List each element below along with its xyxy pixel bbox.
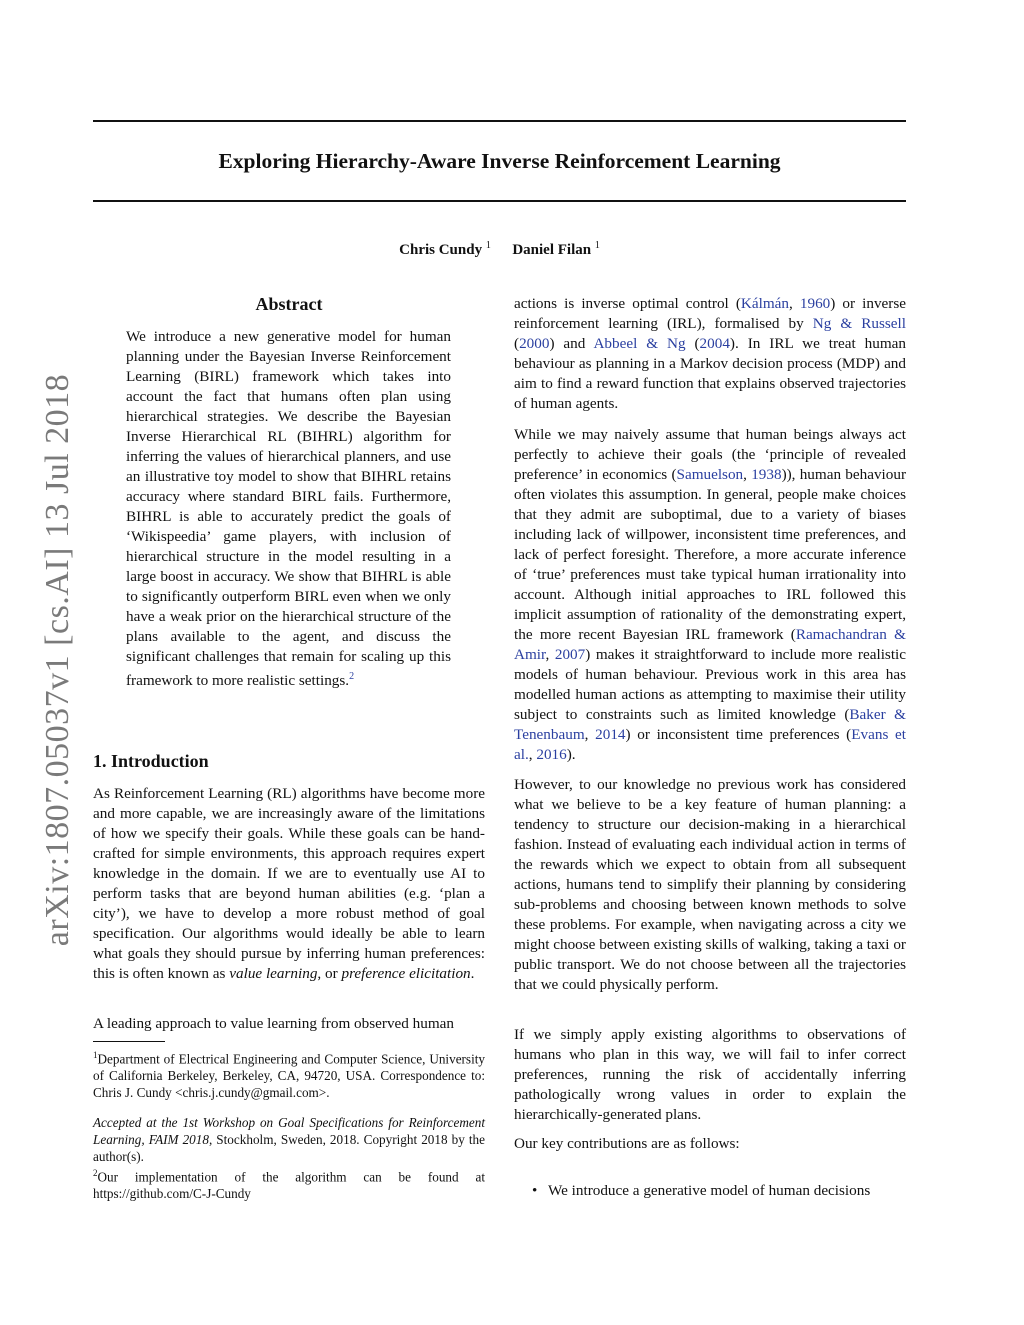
emphasis-text: Accepted at the 1st Workshop on Goal Specifications for Reinforcement Learning, FAIM 2018 (93, 1115, 485, 1147)
section-heading-introduction: 1. Introduction (93, 751, 209, 771)
arxiv-identifier-stamp: arXiv:1807.05037v1 [cs.AI] 13 Jul 2018 (39, 373, 76, 947)
footnote-affiliation (93, 1047, 485, 1101)
footnote-implementation (93, 1165, 485, 1202)
author-list (93, 236, 906, 260)
citation-link[interactable]: Kálmán (740, 295, 789, 312)
paragraph-text: )), human behaviour often violates this assumption. In general, people make choices that they admit are suboptimal, due to a variety of biases including lack of willpower, inconsistent time preferences, and lack of perfect foresight. Therefore, a more accurate inference of ‘true’ preferences must take typical human irrationality into account. Although initial approaches to IRL followed this implicit assumption of rationality of the demonstrating expert, the more recent Bayesian IRL framework ( (514, 466, 906, 643)
citation-link[interactable]: 1938 (751, 466, 782, 483)
abstract-body: We introduce a new generative model for human planning under the Bayesian Inverse Reinforcement Learning (BIRL) framework which takes into account the fact that humans often plan using hierarchical strategies. We describe the Bayesian Inverse Hierarchical RL (BIHRL) algorithm for inferring the values of hierarchical planners, and use an illustrative toy model to show that BIHRL retains accuracy where standard BIRL fails. Furthermore, BIHRL is able to accurately predict the goals of ‘Wikispeedia’ game players, with inclusion of hierarchical structure in the model resulting in a large boost in accuracy. We show that BIHRL is able to significantly outperform BIRL even when we only have a weak prior on the hierarchical structure of the plans available to the agent, and discuss the significant challenges that remain for scaling up this framework to more realistic settings. (126, 328, 451, 690)
author-affiliation-mark: 1 (485, 240, 491, 251)
author-affiliation-mark: 1 (594, 240, 600, 251)
body-paragraph (514, 425, 906, 765)
paragraph-text: ). In IRL we treat human behaviour as planning in a Markov decision process (MDP) and aim to find a reward function that explains observed trajectories of human agents. (514, 335, 906, 412)
paragraph-text: ). (566, 746, 576, 763)
citation-link[interactable]: Baker & Tenenbaum (514, 706, 906, 743)
paragraph-text: , (528, 746, 537, 763)
citation-link[interactable]: Samuelson (676, 466, 744, 483)
citation-link[interactable]: 2004 (699, 335, 730, 352)
citation-link[interactable]: Evans et al. (514, 726, 906, 763)
citation-link[interactable]: 1960 (799, 295, 831, 312)
title-rule-bottom (93, 200, 906, 202)
body-paragraph: However, to our knowledge no previous work has considered what we believe to be a key feature of human planning: a tendency to structure our decision-making in a hierarchical fashion. Instead of evaluating each individual action in terms of the rewards which we expect to obtain from all subsequent actions, humans tend to simplify their planning by considering sub-problems and choosing between known methods to solve these problems. For example, when navigating across a city we might choose between existing skills of walking, taking a taxi or public transport. We do not choose between all the trajectories that we could physically perform. (514, 776, 906, 993)
footnote-mark: 1 (93, 1050, 98, 1060)
paragraph-text: As Reinforcement Learning (RL) algorithms have become more and more capable, we are increasingly aware of the limitations of how we specify their goals. While these goals can be hand-crafted for simple environments, this approach requires expert knowledge in the domain. If we are to eventually use AI to perform tasks that are beyond human abilities (e.g. ‘plan a city’), we have to develop a more robust method of goal specification. Our algorithms would ideally be able to learn what goals they should pursue by inferring human preferences: this is often known as (93, 785, 485, 982)
bullet-icon: • (532, 1182, 538, 1199)
body-paragraph: Our key contributions are as follows: (514, 1135, 740, 1152)
paragraph-text: ) makes it straightforward to include more realistic models of human behaviour. Previous work in this area has modelled human actions as attempting to maximise their utility subject to constraints such as limited knowledge ( (514, 646, 907, 723)
footnote-accepted (93, 1114, 485, 1165)
paragraph-text: , (545, 646, 555, 663)
footnote-text: , Stockholm, Sweden, 2018. Copyright 2018 by the author(s). (93, 1132, 485, 1164)
citation-link[interactable]: Ng & Russell (812, 315, 906, 332)
abstract-heading: Abstract (255, 294, 323, 314)
emphasis-text: value learning (229, 965, 318, 982)
footnote-mark: 2 (93, 1168, 98, 1178)
list-item-text: We introduce a generative model of human decisions (548, 1182, 871, 1199)
citation-link[interactable]: Abbeel & Ng (593, 335, 686, 352)
citation-link[interactable]: Ramachandran & Amir (514, 626, 906, 663)
citation-link[interactable]: 2007 (554, 646, 586, 663)
paragraph-text: , or (317, 965, 342, 982)
contributions-list (514, 1181, 906, 1201)
abstract-text (126, 327, 451, 691)
paragraph-text: ) and (549, 335, 594, 352)
citation-link[interactable]: 2016 (536, 746, 567, 763)
paragraph-text: , (584, 726, 596, 743)
title-rule-top (93, 120, 906, 122)
paragraph-text: ( (514, 335, 520, 352)
paper-title: Exploring Hierarchy-Aware Inverse Reinforcement Learning (218, 149, 781, 173)
paragraph-text: actions is inverse optimal control ( (514, 295, 741, 312)
footnote-link[interactable]: 2 (349, 671, 355, 682)
footnote-text: Department of Electrical Engineering and Computer Science, University of California Berkeley, Berkeley, CA, 94720, USA. Correspondence to: Chris J. Cundy <chris.j.cundy@gmail.com>. (93, 1051, 485, 1101)
paragraph-text: ( (685, 335, 700, 352)
paragraph-text: ) or inconsistent time preferences ( (625, 726, 852, 743)
paragraph-text: , (743, 466, 752, 483)
body-paragraph: If we simply apply existing algorithms to observations of humans who plan in this way, we will fail to infer correct preferences, running the risk of accidentally inferring pathologically wrong values in order to explain the hierarchically-generated plans. (514, 1026, 906, 1123)
intro-paragraph: A leading approach to value learning from observed human (93, 1015, 455, 1032)
paragraph-text: While we may naively assume that human beings always act perfectly to achieve their goals (the ‘principle of revealed preference’ in economics ( (514, 426, 906, 483)
paragraph-text: ) or inverse reinforcement learning (IRL), formalised by (514, 295, 907, 332)
paragraph-text: , (789, 295, 800, 312)
body-paragraph (514, 294, 906, 414)
author-name: Chris Cundy (399, 242, 483, 258)
intro-paragraph (93, 784, 485, 984)
footnote-text[interactable]: Our implementation of the algorithm can be found at https://github.com/C-J-Cundy (93, 1169, 485, 1202)
emphasis-text: preference elicitation (341, 965, 471, 982)
citation-link[interactable]: 2000 (519, 335, 550, 352)
paragraph-text: . (470, 965, 475, 982)
author-name: Daniel Filan (512, 242, 592, 258)
citation-link[interactable]: 2014 (595, 726, 626, 743)
footnote-rule (93, 1041, 165, 1042)
list-item (514, 1181, 906, 1201)
